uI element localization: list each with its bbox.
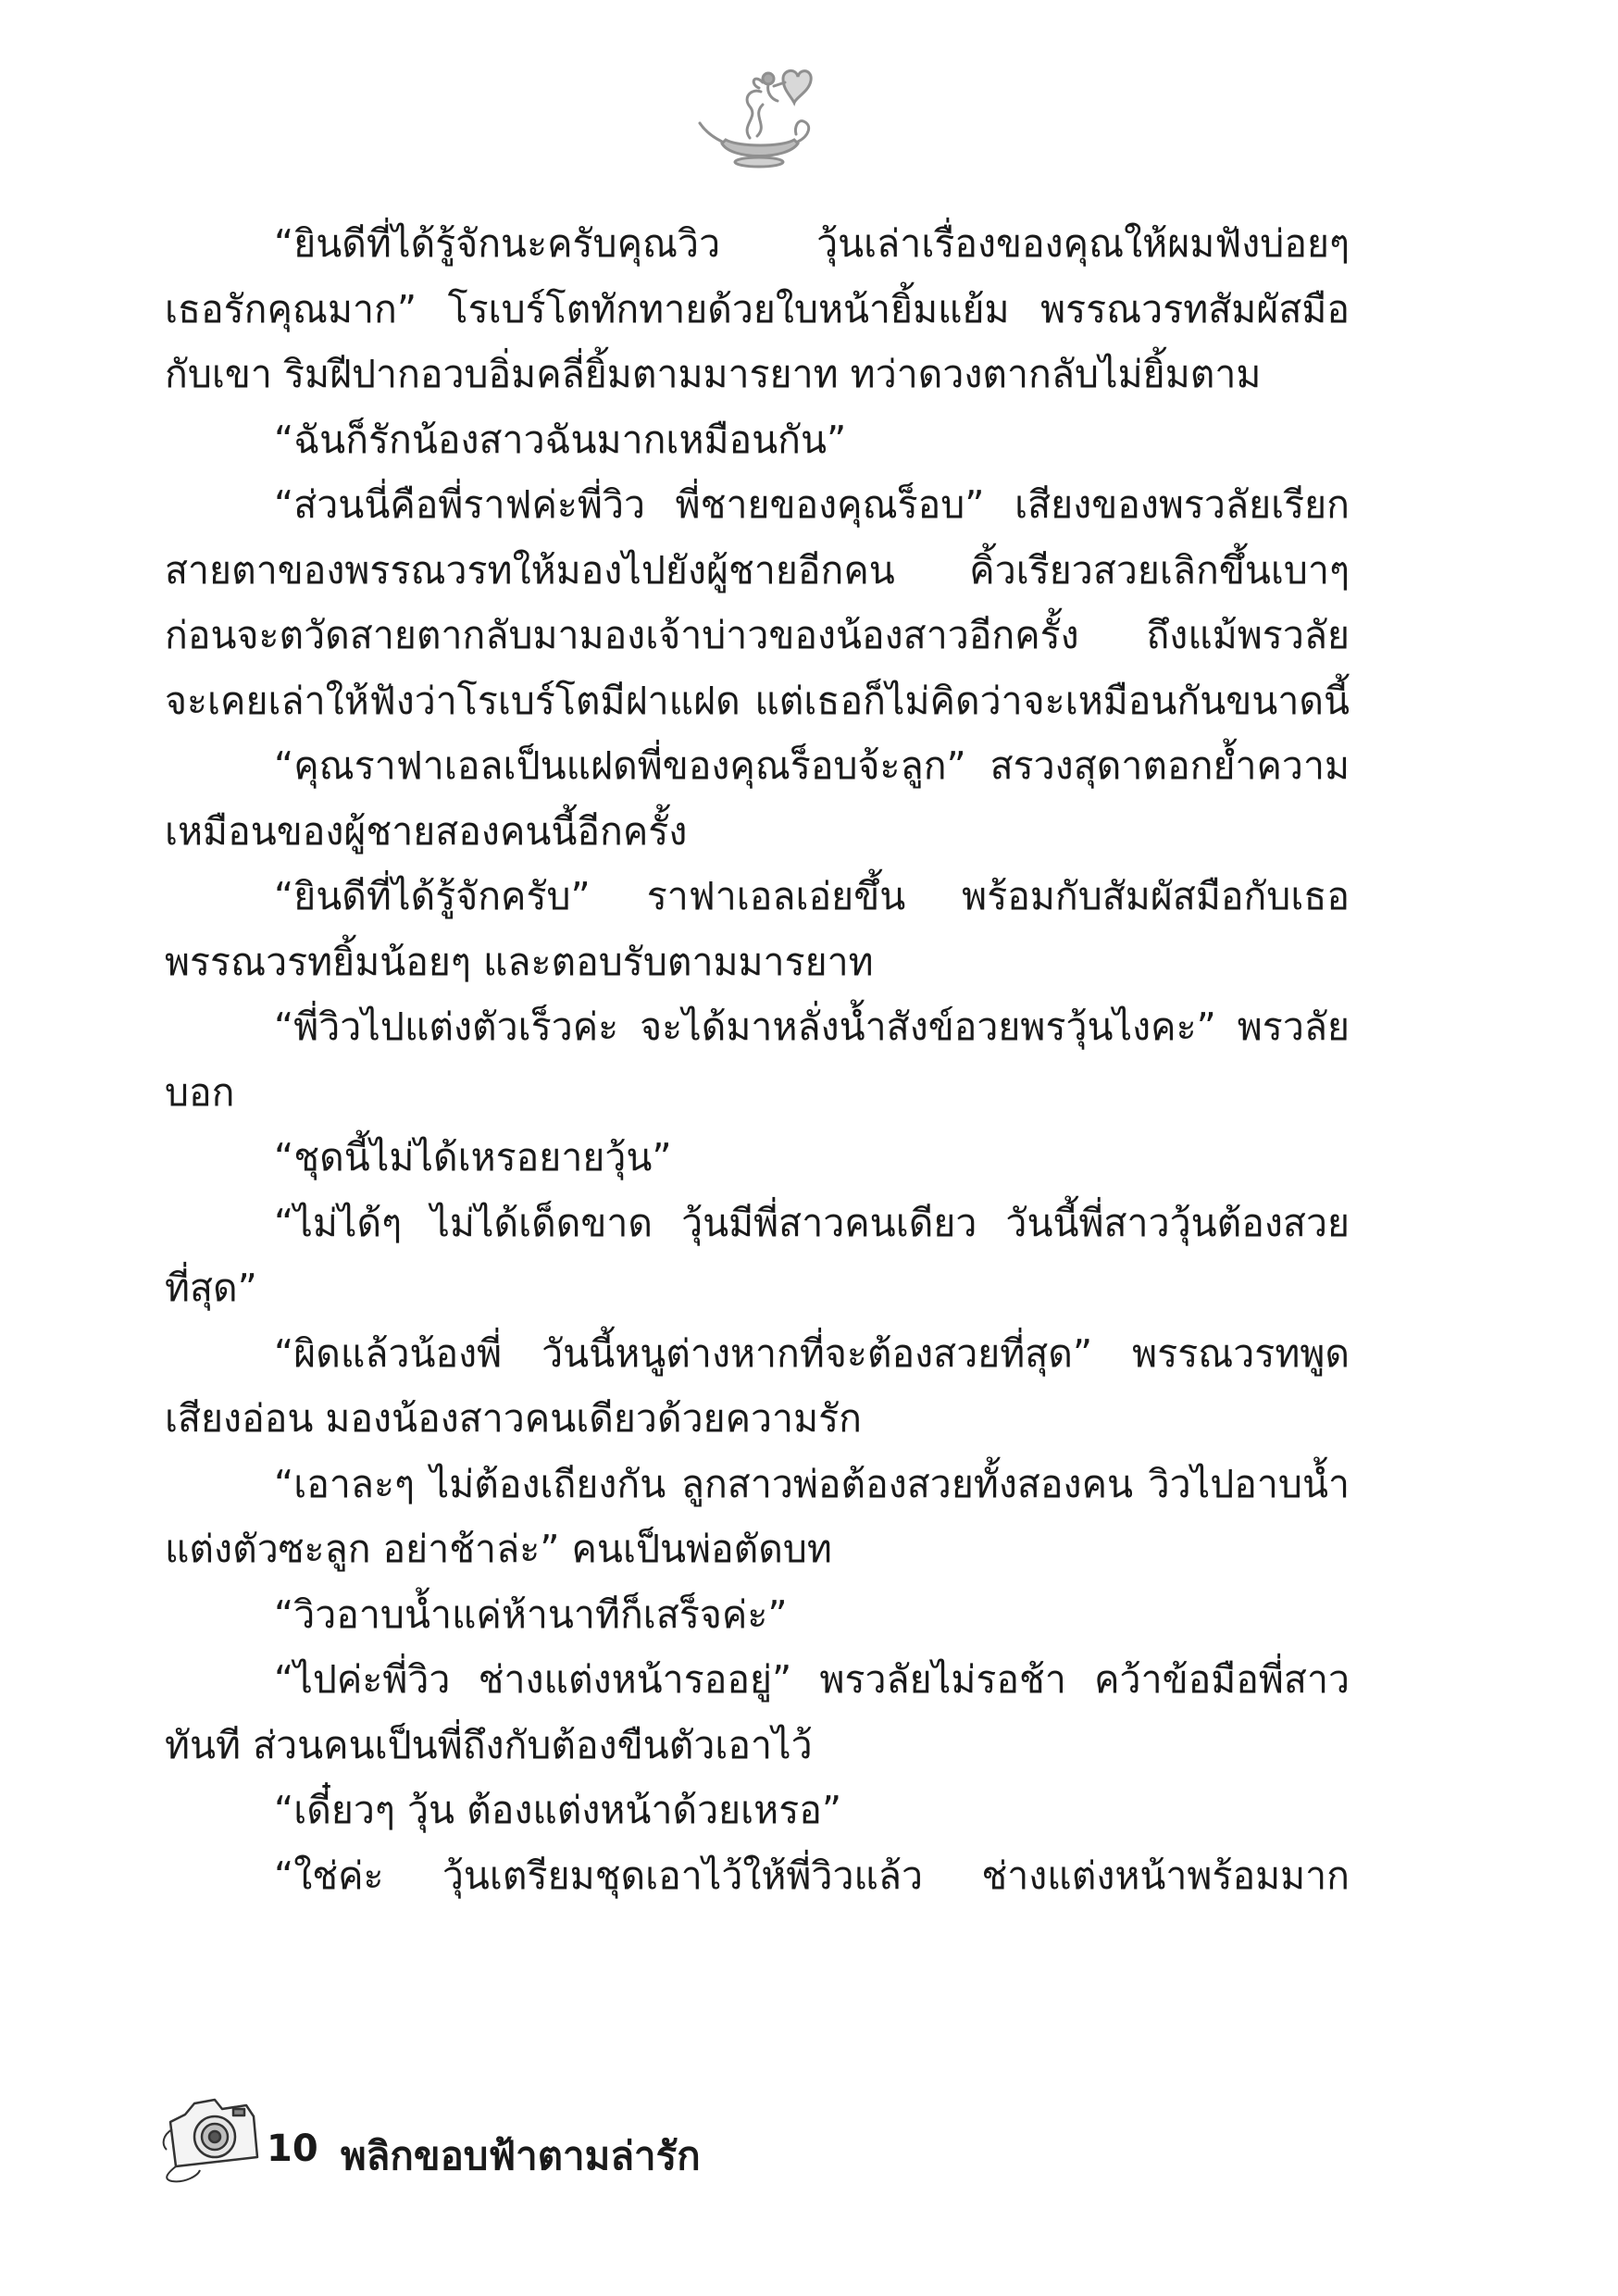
body-text xyxy=(165,211,1350,1908)
text-line: กับเขา ริมฝีปากอวบอิ่มคลี่ยิ้มตามมารยาท ทว่าดวงตากลับไม่ยิ้มตาม xyxy=(165,352,1262,396)
text-line: “ยินดีที่ได้รู้จักครับ” ราฟาเอลเอ่ยขึ้น พร้อมกับสัมผัสมือกับเธอ xyxy=(274,874,1350,918)
text-line: “วิวอาบน้ำแค่ห้านาทีก็เสร็จค่ะ” xyxy=(274,1591,788,1637)
text-line: พรรณวรทยิ้มน้อยๆ และตอบรับตามมารยาท xyxy=(165,939,874,984)
text-line: จะเคยเล่าให้ฟังว่าโรเบร์โตมีฝาแฝด แต่เธอก็ไม่คิดว่าจะเหมือนกันขนาดนี้ xyxy=(165,678,1350,723)
text-line: “เอาละๆ ไม่ต้องเถียงกัน ลูกสาวพ่อต้องสวยทั้งสองคน วิวไปอาบน้ำ xyxy=(274,1461,1350,1506)
text-line: “คุณราฟาเอลเป็นแฝดพี่ของคุณร็อบจ้ะลูก” สรวงสุดาตอกย้ำความ xyxy=(274,743,1350,788)
text-line: สายตาของพรรณวรทให้มองไปยังผู้ชายอีกคน คิ้วเรียวสวยเลิกขึ้นเบาๆ xyxy=(165,547,1350,593)
text-line: “ฉันก็รักน้องสาวฉันมากเหมือนกัน” xyxy=(274,417,847,462)
text-line: แต่งตัวซะลูก อย่าช้าล่ะ” คนเป็นพ่อตัดบท xyxy=(165,1527,832,1571)
page-number: 10 xyxy=(267,2128,318,2170)
text-line: “ใช่ค่ะ วุ้นเตรียมชุดเอาไว้ให้พี่วิวแล้ว ช่างแต่งหน้าพร้อมมาก xyxy=(274,1853,1350,1898)
text-line: “ส่วนนี่คือพี่ราฟค่ะพี่วิว พี่ชายของคุณร็อบ” เสียงของพรวลัยเรียก xyxy=(274,482,1350,527)
text-line: ทันที ส่วนคนเป็นพี่ถึงกับต้องขืนตัวเอาไว้ xyxy=(165,1722,813,1767)
text-line: เสียงอ่อน มองน้องสาวคนเดียวด้วยความรัก xyxy=(165,1396,862,1441)
genie-lamp-ornament-icon xyxy=(694,51,824,181)
book-title: พลิกขอบฟ้าตามล่ารัก xyxy=(341,2133,701,2178)
text-line: “ไปค่ะพี่วิว ช่างแต่งหน้ารออยู่” พรวลัยไม่รอช้า คว้าข้อมือพี่สาว xyxy=(274,1657,1350,1702)
text-line: เหมือนของผู้ชายสองคนนี้อีกครั้ง xyxy=(165,808,688,854)
text-line: “ไม่ได้ๆ ไม่ได้เด็ดขาด วุ้นมีพี่สาวคนเดียว วันนี้พี่สาววุ้นต้องสวย xyxy=(274,1200,1350,1245)
text-line: “ชุดนี้ไม่ได้เหรอยายวุ้น” xyxy=(274,1135,672,1179)
camera-icon xyxy=(157,2083,268,2185)
text-line: บอก xyxy=(165,1069,235,1115)
text-line: “ยินดีที่ได้รู้จักนะครับคุณวิว วุ้นเล่าเรื่องของคุณให้ผมฟังบ่อยๆ xyxy=(274,221,1350,266)
text-line: ที่สุด” xyxy=(165,1266,257,1310)
text-line: “เดี๋ยวๆ วุ้น ต้องแต่งหน้าด้วยเหรอ” xyxy=(274,1788,842,1832)
text-line: เธอรักคุณมาก” โรเบร์โตทักทายด้วยใบหน้ายิ้มแย้ม พรรณวรทสัมผัสมือ xyxy=(165,286,1350,331)
text-line: “ผิดแล้วน้องพี่ วันนี้หนูต่างหากที่จะต้องสวยที่สุด” พรรณวรทพูด xyxy=(274,1330,1350,1376)
page-footer xyxy=(157,2083,805,2185)
text-line: ก่อนจะตวัดสายตากลับมามองเจ้าบ่าวของน้องสาวอีกครั้ง ถึงแม้พรวลัย xyxy=(165,613,1350,657)
text-line: “พี่วิวไปแต่งตัวเร็วค่ะ จะได้มาหลั่งน้ำสังข์อวยพรวุ้นไงคะ” พรวลัย xyxy=(274,1004,1350,1049)
